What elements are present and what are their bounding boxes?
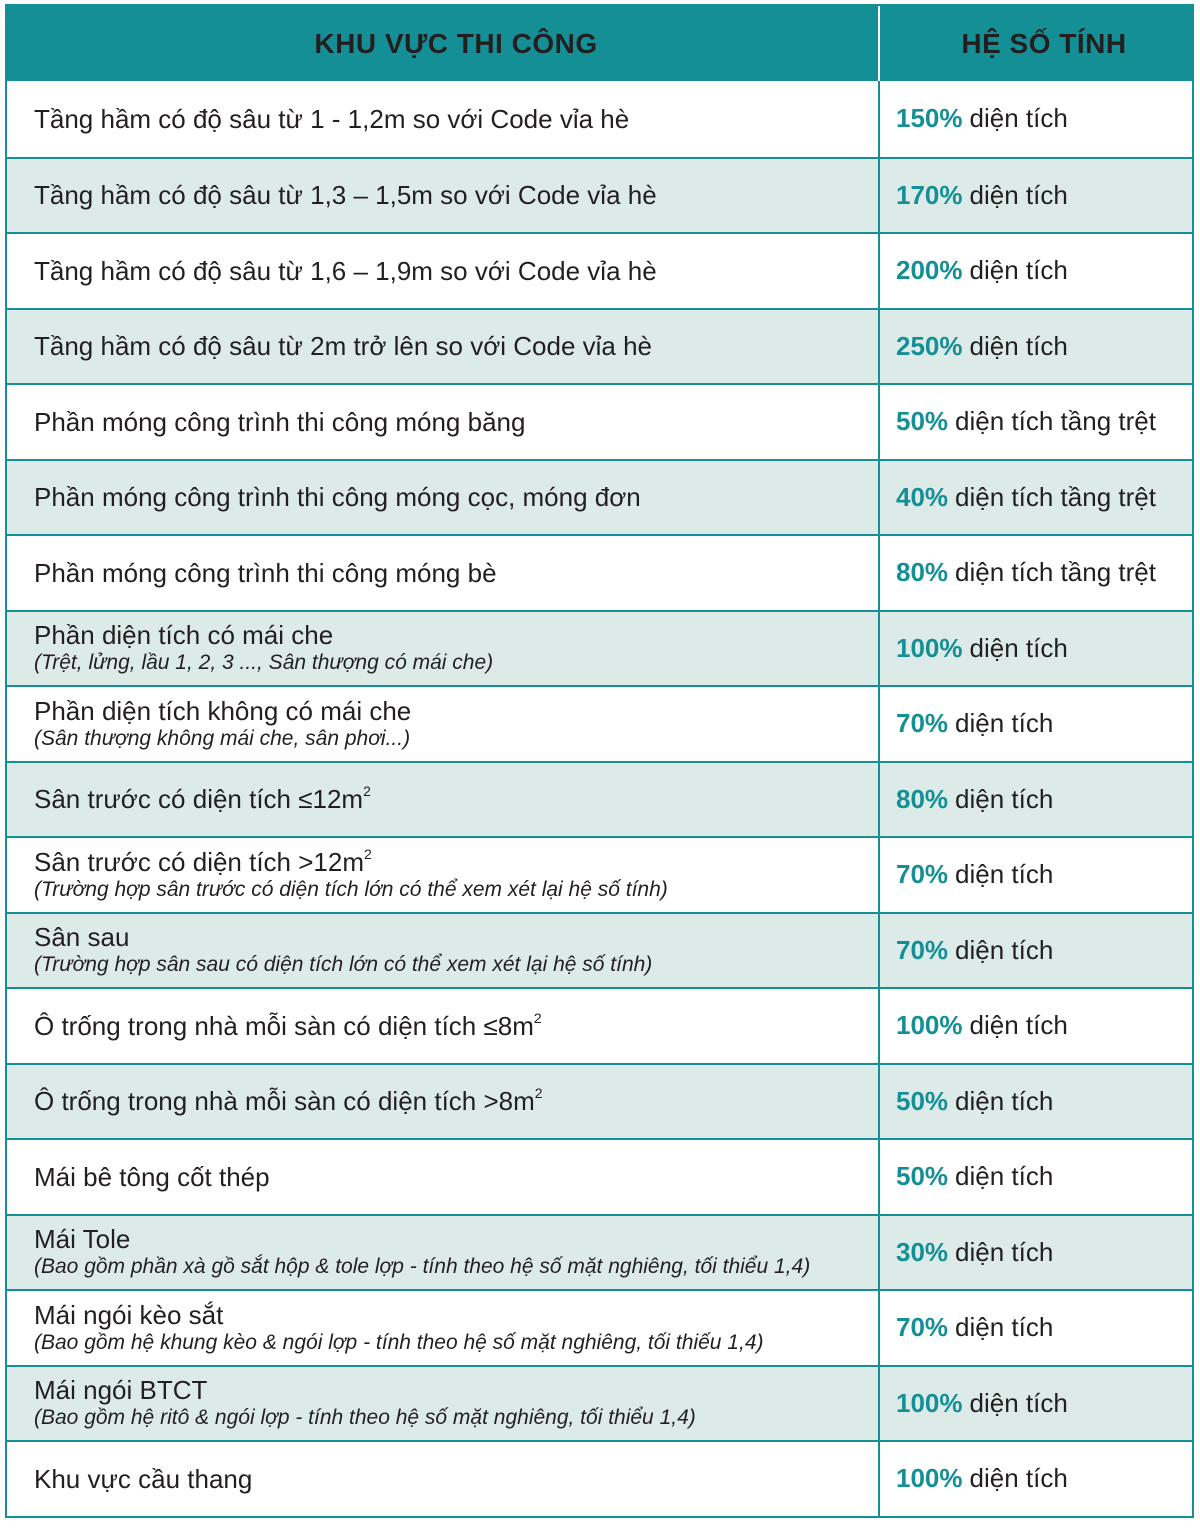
area-cell — [7, 385, 880, 459]
coefficient-basis: diện tích — [955, 1085, 1054, 1116]
coefficient-percent: 150% — [896, 103, 963, 134]
coefficient-percent: 100% — [896, 632, 963, 663]
coefficient-percent: 70% — [896, 1312, 949, 1343]
coefficient-basis: diện tích — [969, 179, 1068, 210]
table-body — [7, 81, 1192, 1516]
coefficient-cell — [880, 234, 1192, 308]
table-header — [7, 6, 1192, 81]
area-label: Mái ngói kèo sắt — [34, 1299, 224, 1330]
coefficient-table — [5, 4, 1194, 1518]
area-cell — [7, 536, 880, 610]
area-line — [34, 847, 878, 877]
table-row — [7, 685, 1192, 761]
coefficient-cell — [880, 536, 1192, 610]
unit-superscript: 2 — [533, 1009, 542, 1026]
coefficient-percent: 70% — [896, 934, 949, 965]
header-area-column: KHU VỰC THI CÔNG — [7, 6, 880, 81]
area-label: Tầng hầm có độ sâu từ 1,3 – 1,5m so với Code vỉa hè — [34, 180, 657, 211]
coefficient-percent: 250% — [896, 330, 963, 361]
area-label: Khu vực cầu thang — [34, 1463, 253, 1494]
table-row — [7, 383, 1192, 459]
coefficient-cell — [880, 687, 1192, 761]
unit-superscript: 2 — [364, 845, 372, 862]
coefficient-percent: 50% — [896, 1161, 949, 1192]
coefficient-basis: diện tích — [955, 783, 1054, 814]
coefficient-percent: 100% — [896, 1387, 963, 1418]
coefficient-basis: diện tích — [969, 330, 1068, 361]
table-row — [7, 1289, 1192, 1365]
coefficient-cell — [880, 763, 1192, 837]
area-note: (Bao gồm hệ khung kèo & ngói lợp - tính theo hệ số mặt nghiêng, tối thiếu 1,4) — [34, 1330, 764, 1354]
coefficient-percent: 30% — [896, 1236, 949, 1267]
area-cell — [7, 234, 880, 308]
coefficient-percent: 100% — [896, 1463, 963, 1494]
coefficient-basis: diện tích — [955, 708, 1054, 739]
table-row — [7, 610, 1192, 686]
coefficient-basis: diện tích — [955, 934, 1054, 965]
area-cell — [7, 81, 880, 157]
coefficient-basis: diện tích — [969, 1463, 1068, 1494]
coefficient-basis: diện tích — [955, 1312, 1054, 1343]
coefficient-cell — [880, 1065, 1192, 1139]
coefficient-basis: diện tích — [969, 103, 1068, 134]
coefficient-percent: 40% — [896, 481, 949, 512]
area-line — [34, 1162, 878, 1192]
coefficient-percent: 80% — [896, 557, 949, 588]
area-line — [34, 180, 878, 210]
area-label: Mái Tole — [34, 1224, 131, 1255]
coefficient-basis: diện tích tầng trệt — [955, 557, 1156, 588]
area-line — [34, 558, 878, 588]
area-note: (Trường hợp sân sau có diện tích lớn có thể xem xét lại hệ số tính) — [34, 953, 653, 977]
coefficient-cell — [880, 838, 1192, 912]
area-cell — [7, 687, 880, 761]
coefficient-cell — [880, 1442, 1192, 1516]
coefficient-cell — [880, 81, 1192, 157]
area-note: (Sân thượng không mái che, sân phơi...) — [34, 726, 411, 750]
coefficient-percent: 50% — [896, 1085, 949, 1116]
coefficient-cell — [880, 989, 1192, 1063]
table-row — [7, 1440, 1192, 1516]
area-label: Phần móng công trình thi công móng băng — [34, 406, 526, 437]
table-row — [7, 912, 1192, 988]
area-cell — [7, 763, 880, 837]
coefficient-cell — [880, 1367, 1192, 1441]
area-cell — [7, 914, 880, 988]
area-cell — [7, 1216, 880, 1290]
area-label: Tầng hầm có độ sâu từ 1 - 1,2m so với Code vỉa hè — [34, 103, 630, 134]
area-line — [34, 1300, 878, 1330]
coefficient-basis: diện tích — [955, 859, 1054, 890]
area-label: Tầng hầm có độ sâu từ 2m trở lên so với Code vỉa hè — [34, 331, 653, 362]
table-row — [7, 534, 1192, 610]
area-line — [34, 331, 878, 361]
area-cell — [7, 159, 880, 233]
area-cell — [7, 310, 880, 384]
coefficient-basis: diện tích — [969, 632, 1068, 663]
coefficient-basis: diện tích tầng trệt — [955, 481, 1156, 512]
table-row — [7, 1365, 1192, 1441]
coefficient-cell — [880, 461, 1192, 535]
area-note: (Trường hợp sân trước có diện tích lớn có thể xem xét lại hệ số tính) — [34, 877, 668, 901]
coefficient-percent: 200% — [896, 255, 963, 286]
area-note: (Bao gồm phần xà gồ sắt hộp & tole lợp - tính theo hệ số mặt nghiêng, tối thiểu 1,4) — [34, 1255, 811, 1279]
table-row — [7, 761, 1192, 837]
coefficient-basis: diện tích — [969, 1010, 1068, 1041]
coefficient-cell — [880, 385, 1192, 459]
area-line — [34, 256, 878, 286]
coefficient-cell — [880, 159, 1192, 233]
coefficient-cell — [880, 914, 1192, 988]
area-label: Ô trống trong nhà mỗi sàn có diện tích ≤8m — [34, 1010, 534, 1041]
area-line — [34, 784, 878, 814]
coefficient-percent: 100% — [896, 1010, 963, 1041]
area-cell — [7, 1291, 880, 1365]
area-label: Sân trước có diện tích ≤12m — [34, 784, 364, 815]
table-row — [7, 308, 1192, 384]
unit-superscript: 2 — [534, 1085, 543, 1102]
area-line — [34, 482, 878, 512]
area-cell — [7, 461, 880, 535]
area-label: Phần diện tích có mái che — [34, 620, 334, 651]
area-label: Phần diện tích không có mái che — [34, 695, 412, 726]
table-row — [7, 81, 1192, 157]
coefficient-basis: diện tích tầng trệt — [955, 406, 1156, 437]
area-label: Mái ngói BTCT — [34, 1375, 208, 1406]
area-cell — [7, 612, 880, 686]
coefficient-basis: diện tích — [969, 1387, 1068, 1418]
area-line — [34, 1086, 878, 1116]
area-line — [34, 1375, 878, 1405]
coefficient-percent: 170% — [896, 179, 963, 210]
area-line — [34, 620, 878, 650]
table-row — [7, 987, 1192, 1063]
coefficient-percent: 80% — [896, 783, 949, 814]
area-label: Phần móng công trình thi công móng bè — [34, 557, 497, 588]
table-row — [7, 1214, 1192, 1290]
header-coefficient-column: HỆ SỐ TÍNH — [961, 27, 1127, 59]
area-label: Phần móng công trình thi công móng cọc, móng đơn — [34, 482, 641, 513]
area-line — [34, 104, 878, 134]
coefficient-percent: 70% — [896, 859, 949, 890]
area-cell — [7, 1442, 880, 1516]
area-label: Mái bê tông cốt thép — [34, 1161, 270, 1192]
coefficient-basis: diện tích — [955, 1161, 1054, 1192]
area-label: Ô trống trong nhà mỗi sàn có diện tích >8m — [34, 1086, 535, 1117]
area-cell — [7, 1140, 880, 1214]
table-row — [7, 1138, 1192, 1214]
area-note: (Bao gồm hệ ritô & ngói lợp - tính theo hệ số mặt nghiêng, tối thiểu 1,4) — [34, 1406, 696, 1430]
coefficient-basis: diện tích — [955, 1236, 1054, 1267]
coefficient-cell — [880, 1216, 1192, 1290]
coefficient-cell — [880, 1291, 1192, 1365]
area-label: Sân trước có diện tích >12m — [34, 846, 365, 877]
coefficient-percent: 50% — [896, 406, 949, 437]
coefficient-cell — [880, 1140, 1192, 1214]
coefficient-cell — [880, 310, 1192, 384]
area-cell — [7, 1367, 880, 1441]
area-line — [34, 1011, 878, 1041]
area-cell — [7, 989, 880, 1063]
area-line — [34, 696, 878, 726]
table-row — [7, 232, 1192, 308]
area-line — [34, 407, 878, 437]
table-row — [7, 1063, 1192, 1139]
table-row — [7, 836, 1192, 912]
area-note: (Trệt, lửng, lầu 1, 2, 3 ..., Sân thượng có mái che) — [34, 651, 494, 675]
coefficient-cell — [880, 612, 1192, 686]
table-row — [7, 459, 1192, 535]
area-cell — [7, 1065, 880, 1139]
unit-superscript: 2 — [363, 783, 371, 800]
coefficient-basis: diện tích — [969, 255, 1068, 286]
area-cell — [7, 838, 880, 912]
area-line — [34, 922, 878, 952]
area-line — [34, 1464, 878, 1494]
area-label: Sân sau — [34, 922, 130, 953]
area-label: Tầng hầm có độ sâu từ 1,6 – 1,9m so với Code vỉa hè — [34, 255, 657, 286]
table-row — [7, 157, 1192, 233]
area-line — [34, 1224, 878, 1254]
coefficient-percent: 70% — [896, 708, 949, 739]
